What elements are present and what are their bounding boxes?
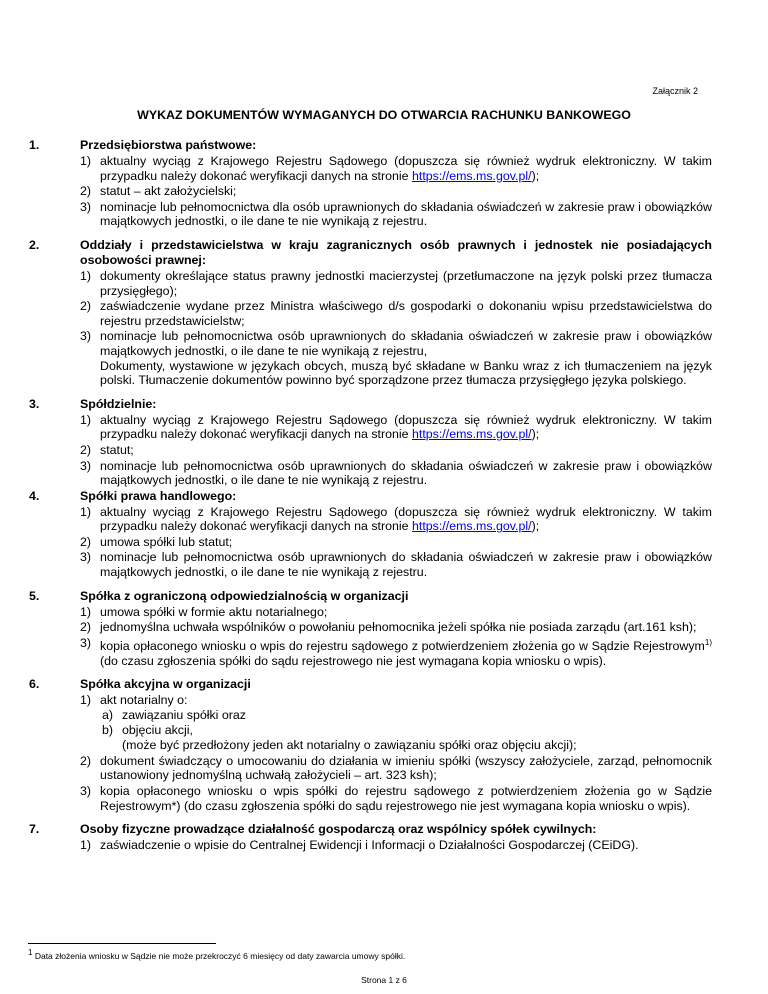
footnote-divider — [28, 943, 216, 944]
list-item: 3) nominacje lub pełnomocnictwa osób uprawnionych do składania oświadczeń w zakresie praw i obowiązków majątkowych jednostki, o ile dane te nie wynikają z rejestru, — [80, 329, 712, 358]
list-item: 1) aktualny wyciąg z Krajowego Rejestru Sądowego (dopuszcza się również wydruk elektroniczny. W takim przypadku należy dokonać weryfikacji danych na stronie https://ems.ms.gov.pl/); — [80, 504, 712, 534]
section-5 — [29, 588, 712, 669]
list-item: 1) zaświadczenie o wpisie do Centralnej Ewidencji i Informacji o Działalności Gospodarczej (CEiDG). — [80, 838, 639, 853]
footnote: $^1$ Data złożenia wniosku w Sądzie nie może przekroczyć 6 miesięcy od daty zawarcia umowy spółki. — [28, 948, 406, 961]
page-number: Strona 1 z 6 — [361, 975, 407, 985]
section-title: Spółki prawa handlowego: — [80, 488, 237, 503]
section-title: Spółka z ograniczoną odpowiedzialnością w organizacji — [80, 588, 409, 603]
list-item: 3) nominacje lub pełnomocnictwa osób uprawnionych do składania oświadczeń w zakresie praw i obowiązków majątkowych jednostki, o ile dane te nie wynikają z rejestru. — [80, 550, 712, 580]
section-title: Osoby fizyczne prowadzące działalność gospodarczą oraz wspólnicy spółek cywilnych: — [80, 822, 597, 837]
sub-item: b) objęciu akcji, — [102, 722, 193, 737]
section-4 — [29, 488, 712, 580]
section-number: 3. — [29, 396, 40, 411]
section-7 — [29, 822, 712, 853]
section-title: Spółka akcyjna w organizacji — [80, 677, 251, 692]
document-body — [29, 138, 712, 862]
section-title: Oddziały i przedstawicielstwa w kraju zagranicznych osób prawnych i jednostek nie posiadających osobowości prawnej: — [80, 237, 712, 267]
section-number: 1. — [29, 138, 40, 152]
section-number: 5. — [29, 588, 40, 603]
list-item: 2) zaświadczenie wydane przez Ministra właściwego d/s gospodarki o dokonaniu wpisu przedstawicielstwa do rejestru przedstawicielstw; — [80, 299, 712, 328]
annex-label: Załącznik 2 — [652, 86, 698, 96]
section-number: 6. — [29, 677, 40, 692]
list-item: 3) nominacje lub pełnomocnictwa osób uprawnionych do składania oświadczeń w zakresie praw i obowiązków majątkowych jednostki, o ile dane te nie wynikają z rejestru. — [80, 458, 712, 488]
section-2 — [29, 237, 712, 388]
list-item: 2) jednomyślna uchwała wspólników o powołaniu pełnomocnika jeżeli spółka nie posiada zarządu (art.161 ksh); — [80, 620, 697, 635]
list-item: 2) dokument świadczący o umocowaniu do działania w imieniu spółki (wszyscy założyciele, zarząd, pełnomocnik ustanowiony jednomyślną uchwałą założycieli – art. 323 ksh); — [80, 753, 712, 783]
section-title: Spółdzielnie: — [80, 396, 157, 411]
list-item: 1) dokumenty określające status prawny jednostki macierzystej (przetłumaczone na język polski przez tłumacza przysięgłego); — [80, 268, 712, 298]
list-item: 1) aktualny wyciąg z Krajowego Rejestru Sądowego (dopuszcza się również wydruk elektroniczny. W takim przypadku należy dokonać weryfikacji danych na stronie https://ems.ms.gov.pl/); — [80, 412, 712, 442]
list-item: 3) kopia opłaconego wniosku o wpis do rejestru sądowego z potwierdzeniem złożenia go w Sądzie Rejestrowym$^{1)}$ (do czasu zgłoszenia spółki do sądu rejestrowego nie jest wymagana kopia wniosku o wpis). — [80, 635, 712, 668]
ems-link[interactable]: https://ems.ms.gov.pl/ — [412, 519, 532, 534]
translation-note: Dokumenty, wystawione w językach obcych, muszą być składane w Banku wraz z ich tłumaczeniem na język polski. Tłumaczenie dokumentów powinno być sporządzone przez tłumacza przysięgłego języka polskiego. — [100, 358, 712, 388]
sub-item: a) zawiązaniu spółki oraz — [102, 707, 246, 722]
sub-note: (może być przedłożony jeden akt notarialny o zawiązaniu spółki oraz objęciu akcji); — [122, 737, 577, 752]
section-number: 7. — [29, 822, 40, 837]
footnote-ref: 1) — [704, 637, 712, 647]
list-item: 2) statut – akt założycielski; — [80, 184, 237, 199]
ems-link[interactable]: https://ems.ms.gov.pl/ — [412, 168, 532, 183]
ems-link[interactable]: https://ems.ms.gov.pl/ — [412, 427, 532, 442]
section-6 — [29, 677, 712, 813]
list-item: 2) statut; — [80, 442, 134, 457]
list-item: 3) nominacje lub pełnomocnictwa dla osób uprawnionych do składania oświadczeń w zakresie praw i obowiązków majątkowych jednostki, o ile dane te nie wynikają z rejestru. — [80, 199, 712, 229]
list-item: 1) umowa spółki w formie aktu notarialnego; — [80, 604, 328, 619]
list-item: 3) kopia opłaconego wniosku o wpis spółki do rejestru sądowego z potwierdzeniem złożenia go w Sądzie Rejestrowym*) (do czasu zgłoszenia spółki do sądu rejestrowego nie jest wymagana kopia wniosku o wpis). — [80, 783, 712, 813]
list-item: 2) umowa spółki lub statut; — [80, 534, 233, 549]
section-number: 2. — [29, 237, 40, 252]
section-1 — [29, 138, 712, 229]
document-title: WYKAZ DOKUMENTÓW WYMAGANYCH DO OTWARCIA RACHUNKU BANKOWEGO — [137, 108, 631, 122]
list-item: 1) akt notarialny o: — [80, 693, 188, 708]
section-title: Przedsiębiorstwa państwowe: — [80, 138, 257, 152]
section-number: 4. — [29, 488, 40, 503]
section-3 — [29, 396, 712, 488]
list-item: 1) aktualny wyciąg z Krajowego Rejestru Sądowego (dopuszcza się również wydruk elektroniczny. W takim przypadku należy dokonać weryfikacji danych na stronie https://ems.ms.gov.pl/); — [80, 154, 712, 183]
